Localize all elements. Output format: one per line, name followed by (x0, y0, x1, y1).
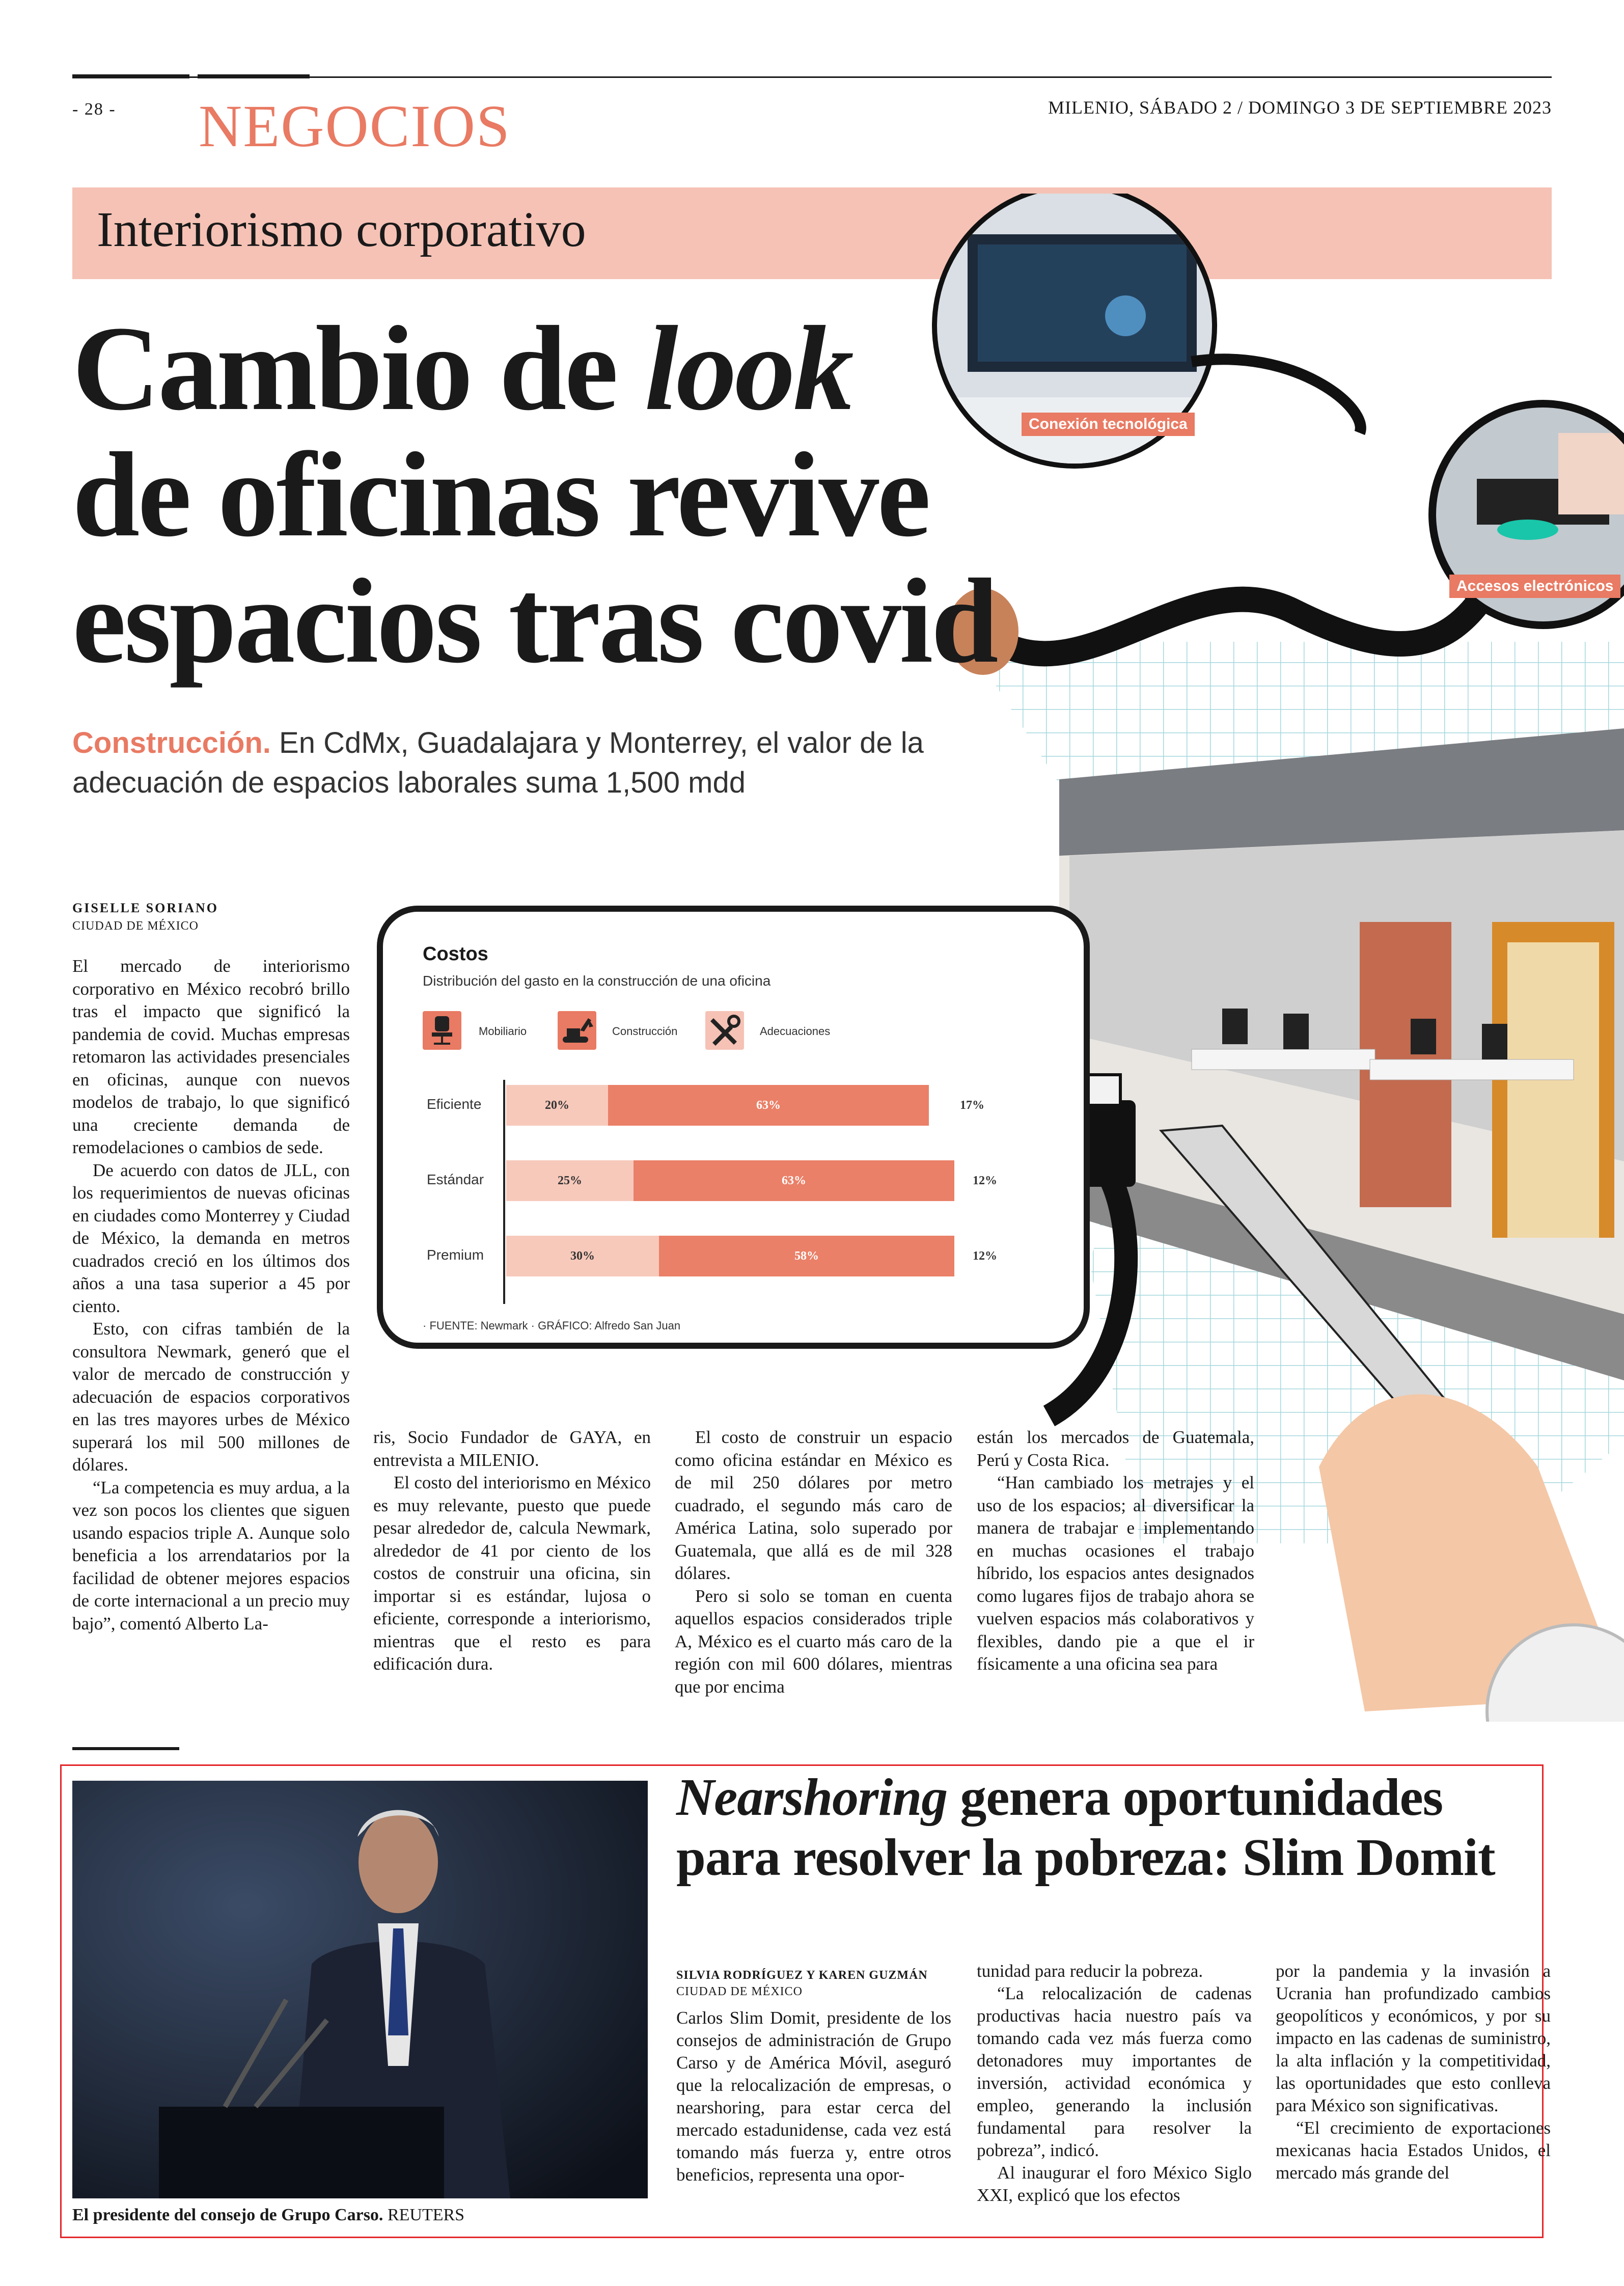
bar-segment-mobiliario: 30% (506, 1236, 659, 1276)
subhead (72, 723, 938, 803)
chart-source: · FUENTE: Newmark · GRÁFICO: Alfredo San Juan (423, 1319, 681, 1332)
article-column-4 (977, 1426, 1254, 1676)
bar-segment-adecuaciones: 12% (954, 1236, 1015, 1276)
paragraph: De acuerdo con datos de JLL, con los requerimientos de nuevas oficinas en ciudades como Monterrey y Ciudad de México, la demanda en metros cuadrados creció en los últimos dos años a una tasa superior a 45 por ciento. (72, 1160, 350, 1316)
paragraph: Al inaugurar el foro México Siglo XXI, explicó que los efectos (977, 2163, 1252, 2205)
dateline: MILENIO, SÁBADO 2 / DOMINGO 3 DE SEPTIEMBRE 2023 (1048, 97, 1552, 118)
photo-slim-domit (72, 1781, 648, 2198)
subhead-text: En CdMx, Guadalajara y Monterrey, el valor de la adecuación de espacios laborales suma 1,500 mdd (72, 726, 924, 799)
headline-line-1: Cambio de (72, 302, 645, 436)
headline-2-italic: Nearshoring (676, 1768, 948, 1827)
article-column-1 (72, 955, 350, 1635)
article-2-column-1 (676, 2007, 951, 2186)
legend-swatch-adecuaciones (705, 1011, 744, 1050)
headline-2-rest: genera oportunidades para resolver la pobreza: Slim Domit (676, 1768, 1495, 1887)
headline-line-3: espacios tras covid (72, 554, 997, 688)
bar-segment-adecuaciones: 12% (954, 1160, 1015, 1201)
bar-segment-mobiliario: 20% (506, 1085, 608, 1126)
headline-2 (676, 1767, 1542, 1888)
paragraph: El costo de construir un espacio como oficina estándar en México es de mil 250 dólares por metro cuadrado, el segundo más caro de América Latina, solo superado por Guatemala, que allá es de mil 328 dólares. (675, 1427, 952, 1583)
subhead-kicker: Construcción. (72, 726, 271, 759)
chart-subtitle: Distribución del gasto en la construcción de una oficina (423, 973, 771, 989)
paragraph: Carlos Slim Domit, presidente de los consejos de administración de Grupo Carso y de América Móvil, aseguró que la relocalización de empresas, o nearshoring, para estar cerca del mercado estadunidense, cada vez está tomando más fuerza y, entre otros beneficios, representa una opor- (676, 2008, 951, 2185)
paragraph: El mercado de interiorismo corporativo en México recobró brillo tras el impacto que significó la pandemia de covid. Muchas empresas retomaron las actividades presenciales en oficinas, aunque con nuevos modelos de trabajo, lo que significó una creciente demanda de remodelaciones o cambios de sede. (72, 956, 350, 1157)
byline-city: CIUDAD DE MÉXICO (72, 919, 199, 933)
legend-label-construccion: Construcción (612, 1025, 678, 1038)
photo-credit: REUTERS (383, 2206, 465, 2224)
section-divider (72, 1747, 179, 1750)
category-label: Eficiente (427, 1096, 482, 1112)
chart-axis (503, 1080, 505, 1304)
bar-segment-adecuaciones: 17% (929, 1085, 1015, 1126)
paragraph: están los mercados de Guatemala, Perú y Costa Rica. (977, 1427, 1254, 1470)
byline-2 (676, 1967, 941, 2000)
header-rule-accent (72, 74, 189, 78)
article-2-column-2 (977, 1960, 1252, 2207)
bar-segment-construcción: 63% (634, 1160, 954, 1201)
bar-segment-mobiliario: 25% (506, 1160, 634, 1201)
paragraph: Pero si solo se toman en cuenta aquellos espacios considerados triple A, México es el cuarto más caro de la región con mil 600 dólares, mientras que por encima (675, 1586, 952, 1697)
header-rule-accent (198, 74, 310, 78)
category-label: Estándar (427, 1172, 484, 1187)
photo-caption (72, 2206, 464, 2225)
paragraph: “El crecimiento de exportaciones mexicanas hacia Estados Unidos, el mercado más grande del (1276, 2118, 1551, 2183)
byline-2-city: CIUDAD DE MÉXICO (676, 1985, 803, 1998)
legend-swatch-construccion (558, 1011, 596, 1050)
headline (72, 302, 1091, 688)
paragraph: tunidad para reducir la pobreza. (977, 1961, 1203, 1981)
bar-segment-construcción: 63% (608, 1085, 929, 1126)
paragraph: “Han cambiado los metrajes y el uso de los espacios; al diversificar la manera de trabajar e implementando en muchas ocasiones el trabajo híbrido, los espacios antes designados como lugares fijos de trabajo ahora se vuelven espacios más colaborativos y flexibles, dando pie a que el ir físicamente a una oficina sea para (977, 1473, 1254, 1674)
legend-swatch-mobiliario (423, 1011, 461, 1050)
category-label: Premium (427, 1247, 484, 1263)
article-column-3 (675, 1426, 952, 1698)
label-accesos-electronicos: Accesos electrónicos (1449, 575, 1620, 598)
paragraph: “La relocalización de cadenas productivas hacia nuestro país va tomando cada vez más fuerza como detonadores muy importantes de inversión, actividad económica y empleo, generando la inclusión fundamental para resolver la pobreza”, indicó. (977, 1983, 1252, 2160)
paragraph: “La competencia es muy ardua, a la vez son pocos los clientes que siguen usando espacios triple A. Aunque solo beneficia a los arrendatarios por la facilidad de obtener mejores espacios de corte internacional a un precio muy bajo”, comentó Alberto La- (72, 1477, 350, 1634)
chair-icon (423, 1011, 461, 1050)
tools-icon (705, 1011, 744, 1050)
paragraph: Esto, con cifras también de la consultora Newmark, generó que el valor de mercado de construcción y adecuación de espacios corporativos en las tres mayores urbes de México superará los mil 500 millones de dólares. (72, 1319, 350, 1475)
legend-label-adecuaciones: Adecuaciones (760, 1025, 831, 1038)
photo-illustration (72, 1781, 648, 2198)
paragraph: El costo del interiorismo en México es muy relevante, puesto que puede pesar alrededor de, calcula Newmark, alrededor de 41 por ciento de los costos de construir una oficina, sin importar si es estándar, lujosa o eficiente, corresponde a interiorismo, mientras que el resto es para edificación dura. (373, 1473, 651, 1674)
chart-plot (423, 1080, 1034, 1304)
headline-italic: look (644, 302, 852, 436)
page-number: - 28 - (72, 100, 116, 119)
legend-label-mobiliario: Mobiliario (479, 1025, 527, 1038)
photo-caption-text: El presidente del consejo de Grupo Carso. (72, 2206, 383, 2224)
label-conexion-tecnologica: Conexión tecnológica (1022, 413, 1195, 436)
headline-line-2: de oficinas revive (72, 428, 929, 562)
paragraph: ris, Socio Fundador de GAYA, en entrevista a MILENIO. (373, 1427, 651, 1470)
excavator-icon (558, 1011, 596, 1050)
chart-title: Costos (423, 943, 488, 965)
section-strip-label: Interiorismo corporativo (97, 202, 586, 257)
paragraph: por la pandemia y la invasión a Ucrania han profundizado cambios geopolíticos y económicos, y por su impacto en las cadenas de suministro, la alta inflación y la competitividad, las oportunidades que esto conlleva para México son significativas. (1276, 1961, 1551, 2115)
article-2-column-3 (1276, 1960, 1551, 2184)
section-title: NEGOCIOS (199, 93, 511, 159)
byline: GISELLE SORIANO (72, 901, 219, 915)
byline-2-names: SILVIA RODRÍGUEZ Y KAREN GUZMÁN (676, 1969, 928, 1982)
article-column-2 (373, 1426, 651, 1676)
bar-segment-construcción: 58% (659, 1236, 954, 1276)
